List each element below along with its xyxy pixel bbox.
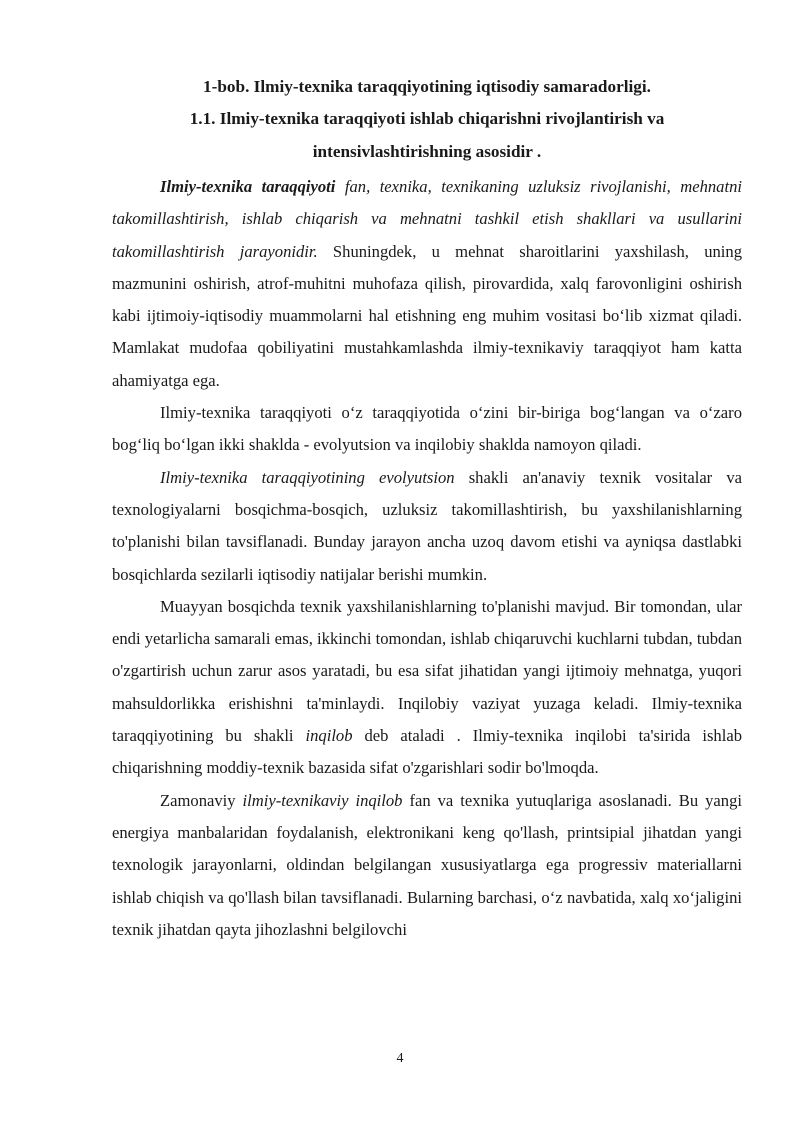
definition-text: fan, texnika, texnikaning uzluksiz rivojlanishi, mehnatni takomillashtirish, ishlab chiqarish va mehnatni tashkil etish shakllari va usullarini takomillashtirish jarayonidir. [112,177,742,261]
section-title-line2: intensivlashtirishning asosidir . [312,142,542,161]
term-ilmiy-texnika-taraqqiyoti: Ilmiy-texnika taraqqiyoti [160,177,336,196]
paragraph-3 [112,462,742,591]
paragraph-2: Ilmiy-texnika taraqqiyoti o‘z taraqqiyotida o‘zini bir-biriga bog‘langan va o‘zaro bog‘liq bo‘lgan ikki shaklda - evolyutsion va inqilobiy shaklda namoyon qiladi. [112,403,742,455]
paragraph-1 [112,171,742,397]
paragraph-5 [112,785,742,946]
paragraph-5-text-before: Zamonaviy [160,790,243,810]
body-text [112,171,742,946]
section-title-line1: 1.1. Ilmiy-texnika taraqqiyoti ishlab chiqarishni rivojlantirish va [189,109,665,128]
paragraph-4-text-after: deb ataladi . Ilmiy-texnika inqilobi ta'sirida ishlab chiqarishning moddiy-texnik bazasida sifat o'zgarishlari sodir bo'lmoqda. [112,726,742,778]
chapter-title: 1-bob. Ilmiy-texnika taraqqiyotining iqtisodiy samaradorligi. [203,77,651,96]
paragraph-1-text: Shuningdek, u mehnat sharoitlarini yaxshilash, uning mazmunini oshirish, atrof-muhitni muhofaza qilish, pirovardida, xalq farovonligini oshirish kabi ijtimoiy-iqtisodiy muammolarni hal etishning eng muhim vositasi bo‘lib xizmat qiladi. Mamlakat mudofaa qobiliyatini mustahkamlashda ilmiy-texnikaviy taraqqiyot ham katta ahamiyatga ega. [112,241,742,390]
page-number: 4 [396,1051,404,1066]
term-inqilob: inqilob [305,726,353,746]
paragraph-4-text-before: Muayyan bosqichda texnik yaxshilanishlarning to'planishi mavjud. Bir tomondan, ular endi yetarlicha samarali emas, ikkinchi tomondan, ishlab chiqaruvchi kuchlarni tubdan, tubdan o'zgartirish uchun zarur asos yaratadi, bu esa sifat jihatidan yangi ijtimoiy mehnatga, yuqori mahsuldorlikka erishishni ta'minlaydi. Inqilobiy vaziyat yuzaga keladi. Ilmiy-texnika taraqqiyotining bu shakli [112,596,742,746]
paragraph-3-text: shakli an'anaviy texnik vositalar va texnologiyalarni bosqichma-bosqich, uzluksiz takomillashtirish, bu yaxshilanishlarning to'planishi bilan tavsiflanadi. Bunday jarayon ancha uzoq davom etishi va ayniqsa dastlabki bosqichlarda sezilarli iqtisodiy natijalar berishi mumkin. [112,467,742,584]
paragraph-4 [112,591,742,785]
term-evolyutsion: Ilmiy-texnika taraqqiyotining evolyutsion [160,467,455,487]
term-ilmiy-texnikaviy-inqilob: ilmiy-texnikaviy inqilob [242,790,403,810]
paragraph-5-text-after: fan va texnika yutuqlariga asoslanadi. Bu yangi energiya manbalaridan foydalanish, elektronikani keng qo'llash, printsipial jihatdan yangi texnologik jarayonlarni, oldindan belgilangan xususiyatlarga ega progressiv materiallarni ishlab chiqish va qo'llash bilan tavsiflanadi. Bularning barchasi, o‘z navbatida, xalq xo‘jaligini texnik jihatdan qayta jihozlashni belgilovchi [112,790,742,939]
